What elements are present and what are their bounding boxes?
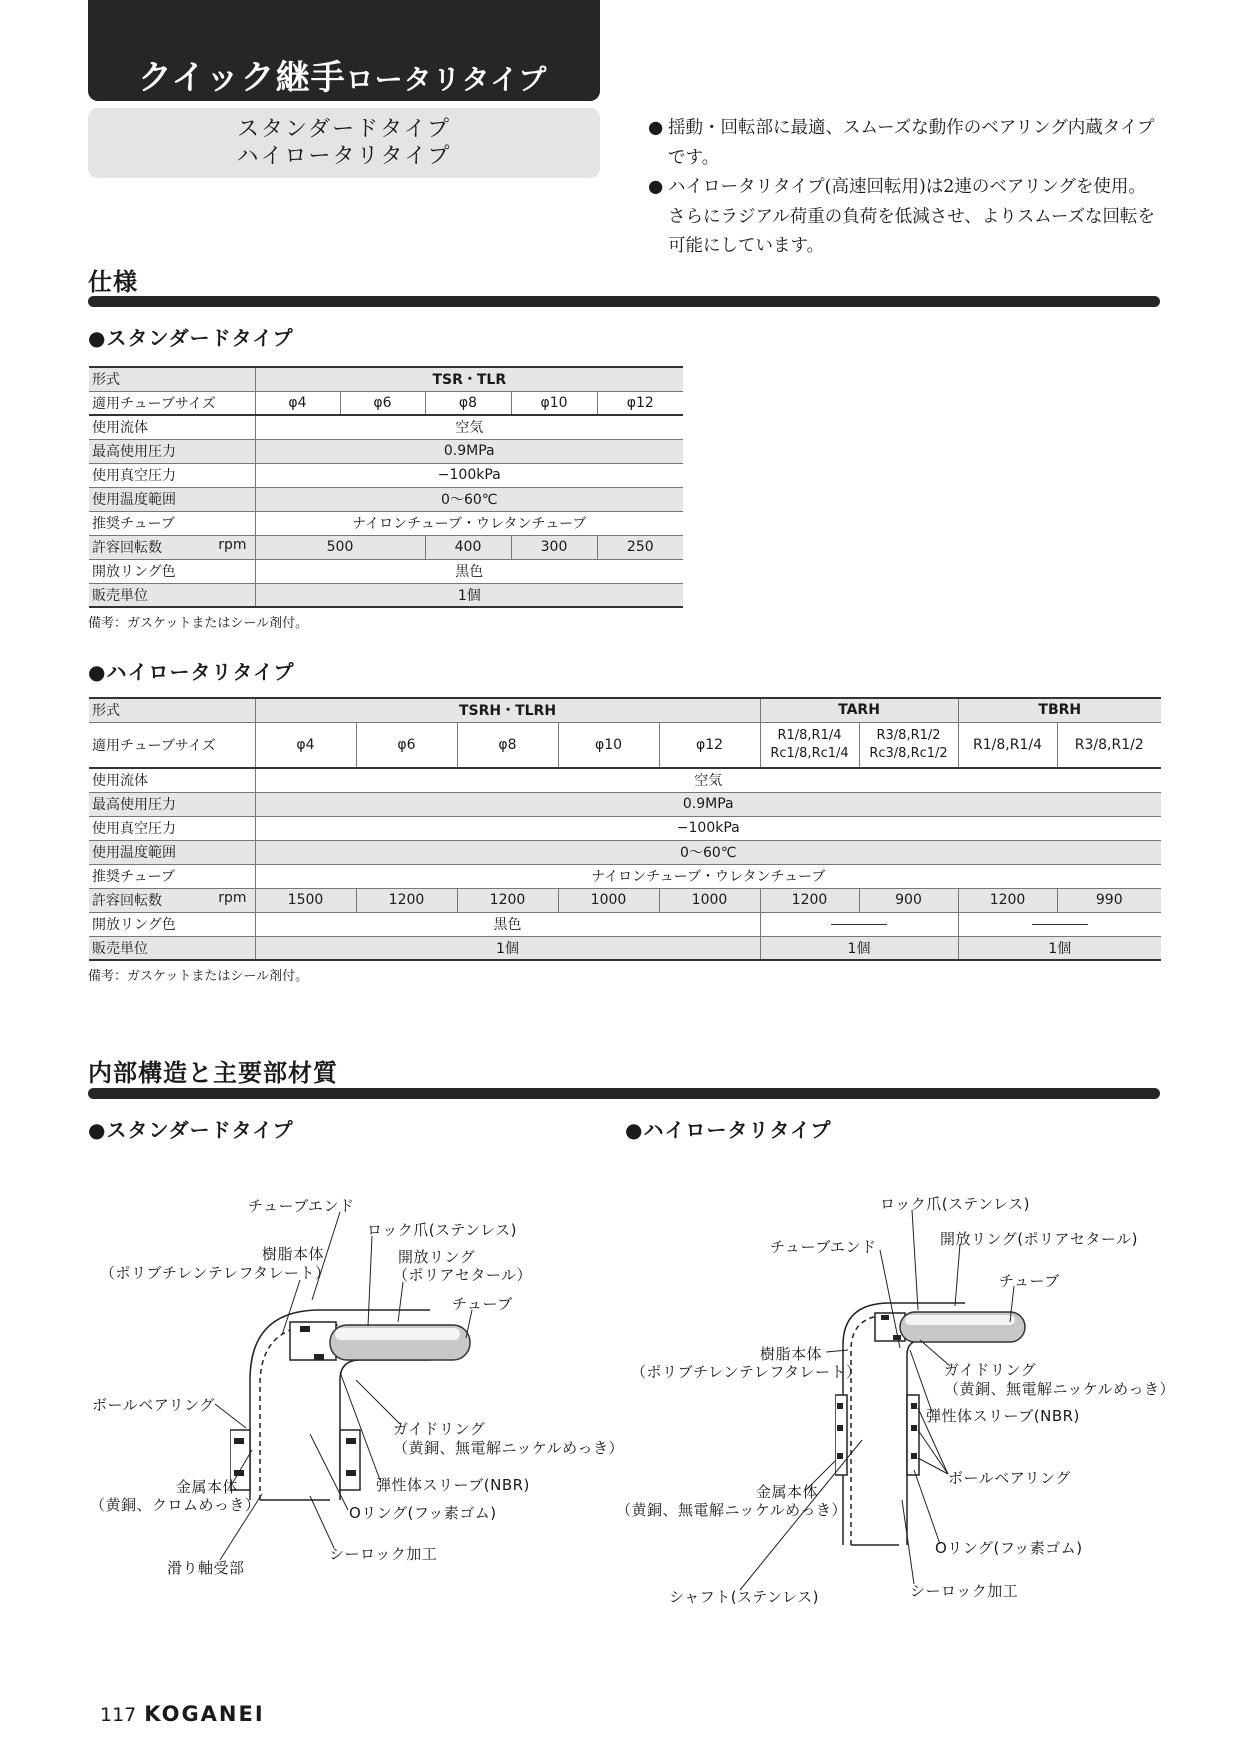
- standard-spec-heading: ●スタンダードタイプ: [88, 326, 294, 350]
- table-cell: ナイロンチューブ・ウレタンチューブ: [255, 864, 1161, 888]
- label-release-ring: 開放リング(ポリアセタール): [940, 1230, 1138, 1248]
- standard-structure-heading: ●スタンダードタイプ: [88, 1118, 294, 1142]
- subtitle-line-1: スタンダードタイプ: [236, 117, 452, 142]
- label-sealock: シーロック加工: [329, 1545, 438, 1563]
- table-cell: 0.9MPa: [255, 439, 683, 463]
- model-value: TSR・TLR: [255, 367, 683, 391]
- size-cell: φ4: [255, 722, 356, 768]
- size-line: R1/8,R1/4: [777, 727, 842, 743]
- bullet: ●: [648, 118, 664, 138]
- row-label: 最高使用圧力: [89, 439, 255, 463]
- size-line: Rc3/8,Rc1/2: [869, 745, 948, 761]
- size-cell: φ12: [659, 722, 760, 768]
- label-ball-bearing: ボールベアリング: [92, 1396, 215, 1414]
- row-label: 販売単位: [89, 936, 255, 960]
- rpm-cell: 300: [511, 535, 597, 559]
- label-guide-ring-material: （黄銅、無電解ニッケルめっき）: [944, 1380, 1176, 1398]
- rpm-cell: 990: [1057, 888, 1161, 912]
- rpm-cell: 1200: [457, 888, 558, 912]
- size-cell: φ6: [340, 391, 425, 415]
- table-cell: 1個: [958, 936, 1161, 960]
- feature-text: 揺動・回転部に最適、スムーズな動作のベアリング内蔵タイプです。: [668, 118, 1155, 168]
- high-structure-heading: ●ハイロータリタイプ: [625, 1118, 832, 1142]
- title-main: クイック継手: [138, 58, 346, 98]
- size-cell: φ8: [425, 391, 511, 415]
- table-cell: 0〜60℃: [255, 487, 683, 511]
- page-number: 117: [100, 1704, 137, 1726]
- spec-section-title: 仕様: [88, 268, 138, 296]
- model-value: TARH: [760, 698, 958, 722]
- label-resin-body: 樹脂本体: [262, 1245, 325, 1263]
- rpm-cell: 1200: [356, 888, 457, 912]
- label-oring: Oリング(フッ素ゴム): [935, 1539, 1083, 1557]
- table-cell: 空気: [255, 768, 1161, 792]
- row-label: 使用真空圧力: [89, 816, 255, 840]
- row-label: 使用温度範囲: [89, 840, 255, 864]
- row-label: 適用チューブサイズ: [89, 391, 255, 415]
- size-cell: φ10: [558, 722, 659, 768]
- feature-text: ハイロータリタイプ(高速回転用)は2連のベアリングを使用。さらにラジアル荷重の負荷を低減させ、よりスムーズな回転を可能にしています。: [668, 177, 1156, 256]
- size-cell: φ6: [356, 722, 457, 768]
- rpm-label: 許容回転数: [92, 540, 162, 556]
- label-lock-claw: ロック爪(ステンレス): [367, 1221, 518, 1239]
- size-line: R3/8,R1/2: [876, 727, 941, 743]
- size-cell: φ10: [511, 391, 597, 415]
- row-label: 形式: [89, 698, 255, 722]
- table-cell: 黒色: [255, 559, 683, 583]
- label-metal-body: 金属本体: [756, 1483, 819, 1501]
- rpm-unit: rpm: [218, 890, 247, 906]
- table-cell: 0.9MPa: [255, 792, 1161, 816]
- table-cell: 0〜60℃: [255, 840, 1161, 864]
- table-cell: 1個: [255, 583, 683, 607]
- size-cell: R3/8,R1/2: [1057, 722, 1161, 768]
- label-tube-end: チューブエンド: [770, 1238, 877, 1256]
- table-cell: −100kPa: [255, 463, 683, 487]
- label-sleeve: 弾性体スリーブ(NBR): [376, 1476, 530, 1494]
- subtitle-line-2: ハイロータリタイプ: [236, 144, 452, 169]
- rpm-cell: 900: [859, 888, 958, 912]
- row-label: 使用流体: [89, 415, 255, 439]
- label-release-ring: 開放リング: [398, 1248, 476, 1266]
- row-label: 使用流体: [89, 768, 255, 792]
- size-line: Rc1/8,Rc1/4: [770, 745, 849, 761]
- label-sealock: シーロック加工: [910, 1582, 1019, 1600]
- row-label: 販売単位: [89, 583, 255, 607]
- row-label: 推奨チューブ: [89, 864, 255, 888]
- size-cell: R1/8,R1/4: [958, 722, 1057, 768]
- table-cell: 1個: [255, 936, 760, 960]
- rpm-cell: 250: [597, 535, 683, 559]
- label-metal-body-material: （黄銅、無電解ニッケルめっき）: [616, 1501, 848, 1519]
- structure-section-title: 内部構造と主要部材質: [88, 1059, 338, 1087]
- row-label: 使用温度範囲: [89, 487, 255, 511]
- label-guide-ring: ガイドリング: [393, 1420, 486, 1438]
- standard-note: 備考：ガスケットまたはシール剤付。: [88, 616, 309, 631]
- table-cell: 1個: [760, 936, 958, 960]
- label-tube: チューブ: [999, 1272, 1060, 1290]
- row-label: 開放リング色: [89, 912, 255, 936]
- label-metal-body-material: （黄銅、クロムめっき）: [90, 1496, 261, 1514]
- rpm-cell: 500: [255, 535, 425, 559]
- label-slide-bearing: 滑り軸受部: [167, 1559, 245, 1577]
- high-spec-heading: ●ハイロータリタイプ: [88, 660, 295, 684]
- label-lock-claw: ロック爪(ステンレス): [880, 1195, 1031, 1213]
- row-label: 適用チューブサイズ: [89, 722, 255, 768]
- label-ball-bearing: ボールベアリング: [948, 1469, 1071, 1487]
- label-resin-body: 樹脂本体: [760, 1345, 823, 1363]
- page-footer: [100, 1702, 265, 1726]
- row-label: 使用真空圧力: [89, 463, 255, 487]
- label-sleeve: 弾性体スリーブ(NBR): [926, 1407, 1080, 1425]
- rpm-unit: rpm: [218, 537, 247, 553]
- table-cell: 空気: [255, 415, 683, 439]
- rpm-cell: 1200: [760, 888, 859, 912]
- label-guide-ring: ガイドリング: [944, 1361, 1037, 1379]
- title-small: ロータリタイプ: [345, 63, 548, 96]
- rpm-cell: 1200: [958, 888, 1057, 912]
- label-tube-end: チューブエンド: [248, 1197, 355, 1215]
- rpm-cell: 1000: [659, 888, 760, 912]
- label-tube: チューブ: [452, 1295, 513, 1313]
- label-resin-body-material: （ポリブチレンテレフタレート）: [631, 1363, 862, 1381]
- rpm-cell: 1000: [558, 888, 659, 912]
- size-cell: φ8: [457, 722, 558, 768]
- rpm-cell: 400: [425, 535, 511, 559]
- row-label: 形式: [89, 367, 255, 391]
- brand-logo: KOGANEI: [144, 1702, 265, 1726]
- row-label: 開放リング色: [89, 559, 255, 583]
- table-cell: −100kPa: [255, 816, 1161, 840]
- label-oring: Oリング(フッ素ゴム): [349, 1504, 497, 1522]
- table-cell: 黒色: [255, 912, 760, 936]
- bullet: ●: [648, 177, 664, 197]
- table-cell: ナイロンチューブ・ウレタンチューブ: [255, 511, 683, 535]
- size-cell: φ4: [255, 391, 340, 415]
- label-shaft: シャフト(ステンレス): [669, 1588, 820, 1606]
- label-resin-body-material: （ポリブチレンテレフタレート）: [100, 1264, 331, 1282]
- rpm-label: 許容回転数: [92, 893, 162, 909]
- label-release-ring-material: （ポリアセタール）: [393, 1266, 533, 1284]
- rpm-cell: 1500: [255, 888, 356, 912]
- label-metal-body: 金属本体: [176, 1478, 239, 1496]
- high-note: 備考：ガスケットまたはシール剤付。: [88, 969, 309, 984]
- size-cell: φ12: [597, 391, 683, 415]
- label-guide-ring-material: （黄銅、無電解ニッケルめっき）: [393, 1439, 625, 1457]
- model-value: TBRH: [958, 698, 1161, 722]
- row-label: 推奨チューブ: [89, 511, 255, 535]
- model-value: TSRH・TLRH: [255, 698, 760, 722]
- row-label: 最高使用圧力: [89, 792, 255, 816]
